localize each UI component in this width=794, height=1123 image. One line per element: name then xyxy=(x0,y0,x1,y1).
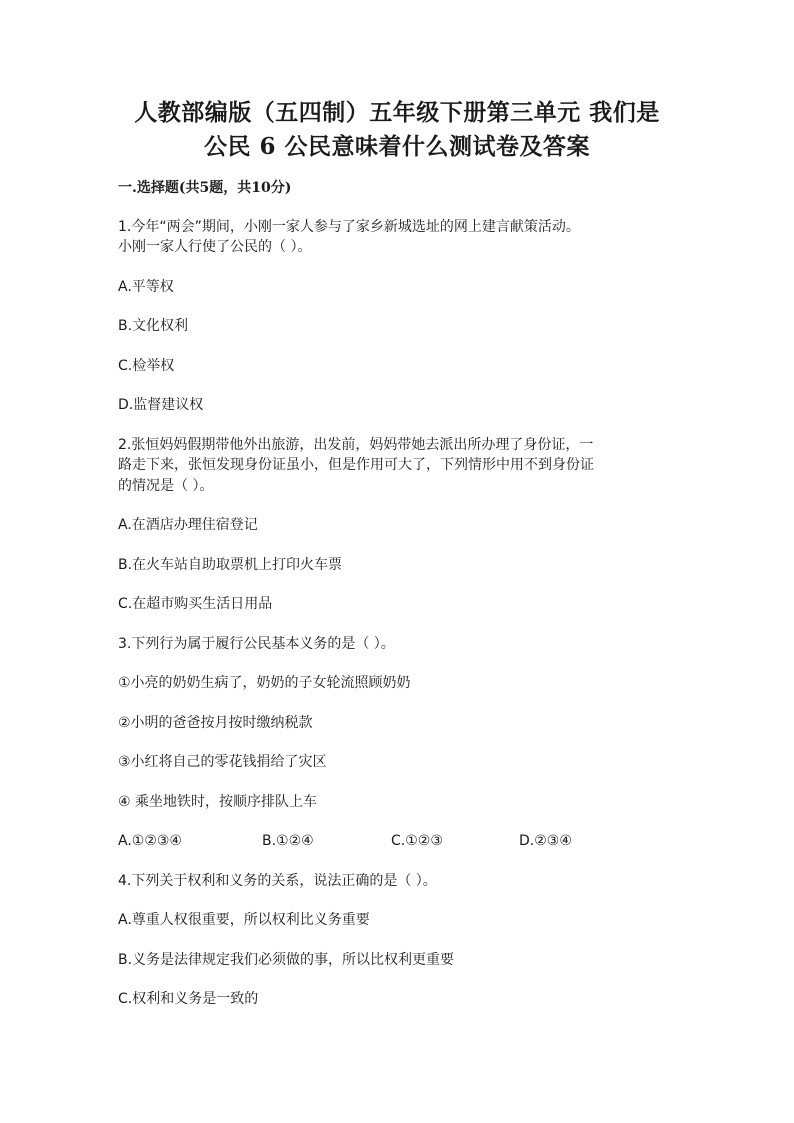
question-3-statement-4: ④ 乘坐地铁时，按顺序排队上车 xyxy=(118,794,318,810)
document-title-line-1: 人教部编版（五四制）五年级下册第三单元 我们是 xyxy=(134,99,660,126)
question-1-option-c: C.检举权 xyxy=(118,358,175,374)
question-4-stem: 4.下列关于权利和义务的关系，说法正确的是（ ）。 xyxy=(118,873,437,889)
section-heading: 一.选择题(共5题，共10分) xyxy=(118,180,292,196)
question-3-statement-2: ②小明的爸爸按月按时缴纳税款 xyxy=(118,715,313,731)
document-title-line-2: 公民 6 公民意味着什么测试卷及答案 xyxy=(203,133,591,160)
question-4-option-b: B.义务是法律规定我们必须做的事，所以比权利更重要 xyxy=(118,952,455,968)
question-3-statement-1: ①小亮的奶奶生病了，奶奶的子女轮流照顾奶奶 xyxy=(118,675,411,691)
question-1-option-d: D.监督建议权 xyxy=(118,397,204,413)
question-4-option-a: A.尊重人权很重要，所以权利比义务重要 xyxy=(118,912,370,928)
question-3-option-a: A.①②③④ xyxy=(118,833,182,849)
question-3-option-d: D.②③④ xyxy=(519,833,572,849)
question-1-stem-line-1: 1.今年“两会”期间，小刚一家人参与了家乡新城选址的网上建言献策活动。 xyxy=(118,219,580,235)
question-2-stem-line-3: 的情况是（ ）。 xyxy=(118,478,214,494)
question-1-option-b: B.文化权利 xyxy=(118,318,189,334)
question-1-stem-line-2: 小刚一家人行使了公民的（ ）。 xyxy=(118,239,312,255)
question-2-option-b: B.在火车站自助取票机上打印火车票 xyxy=(118,557,343,573)
question-2-option-c: C.在超市购买生活日用品 xyxy=(118,596,273,612)
question-3-stem: 3.下列行为属于履行公民基本义务的是（ ）。 xyxy=(118,636,395,652)
question-3-statement-3: ③小红将自己的零花钱捐给了灾区 xyxy=(118,754,327,770)
question-1-option-a: A.平等权 xyxy=(118,279,174,295)
question-2-option-a: A.在酒店办理住宿登记 xyxy=(118,517,258,533)
question-3-option-b: B.①②④ xyxy=(262,833,314,849)
question-3-option-c: C.①②③ xyxy=(391,833,443,849)
question-4-option-c: C.权利和义务是一致的 xyxy=(118,991,259,1007)
question-2-stem-line-2: 路走下来，张恒发现身份证虽小，但是作用可大了，下列情形中用不到身份证 xyxy=(118,457,594,473)
question-2-stem-line-1: 2.张恒妈妈假期带他外出旅游，出发前，妈妈带她去派出所办理了身份证，一 xyxy=(118,437,594,453)
